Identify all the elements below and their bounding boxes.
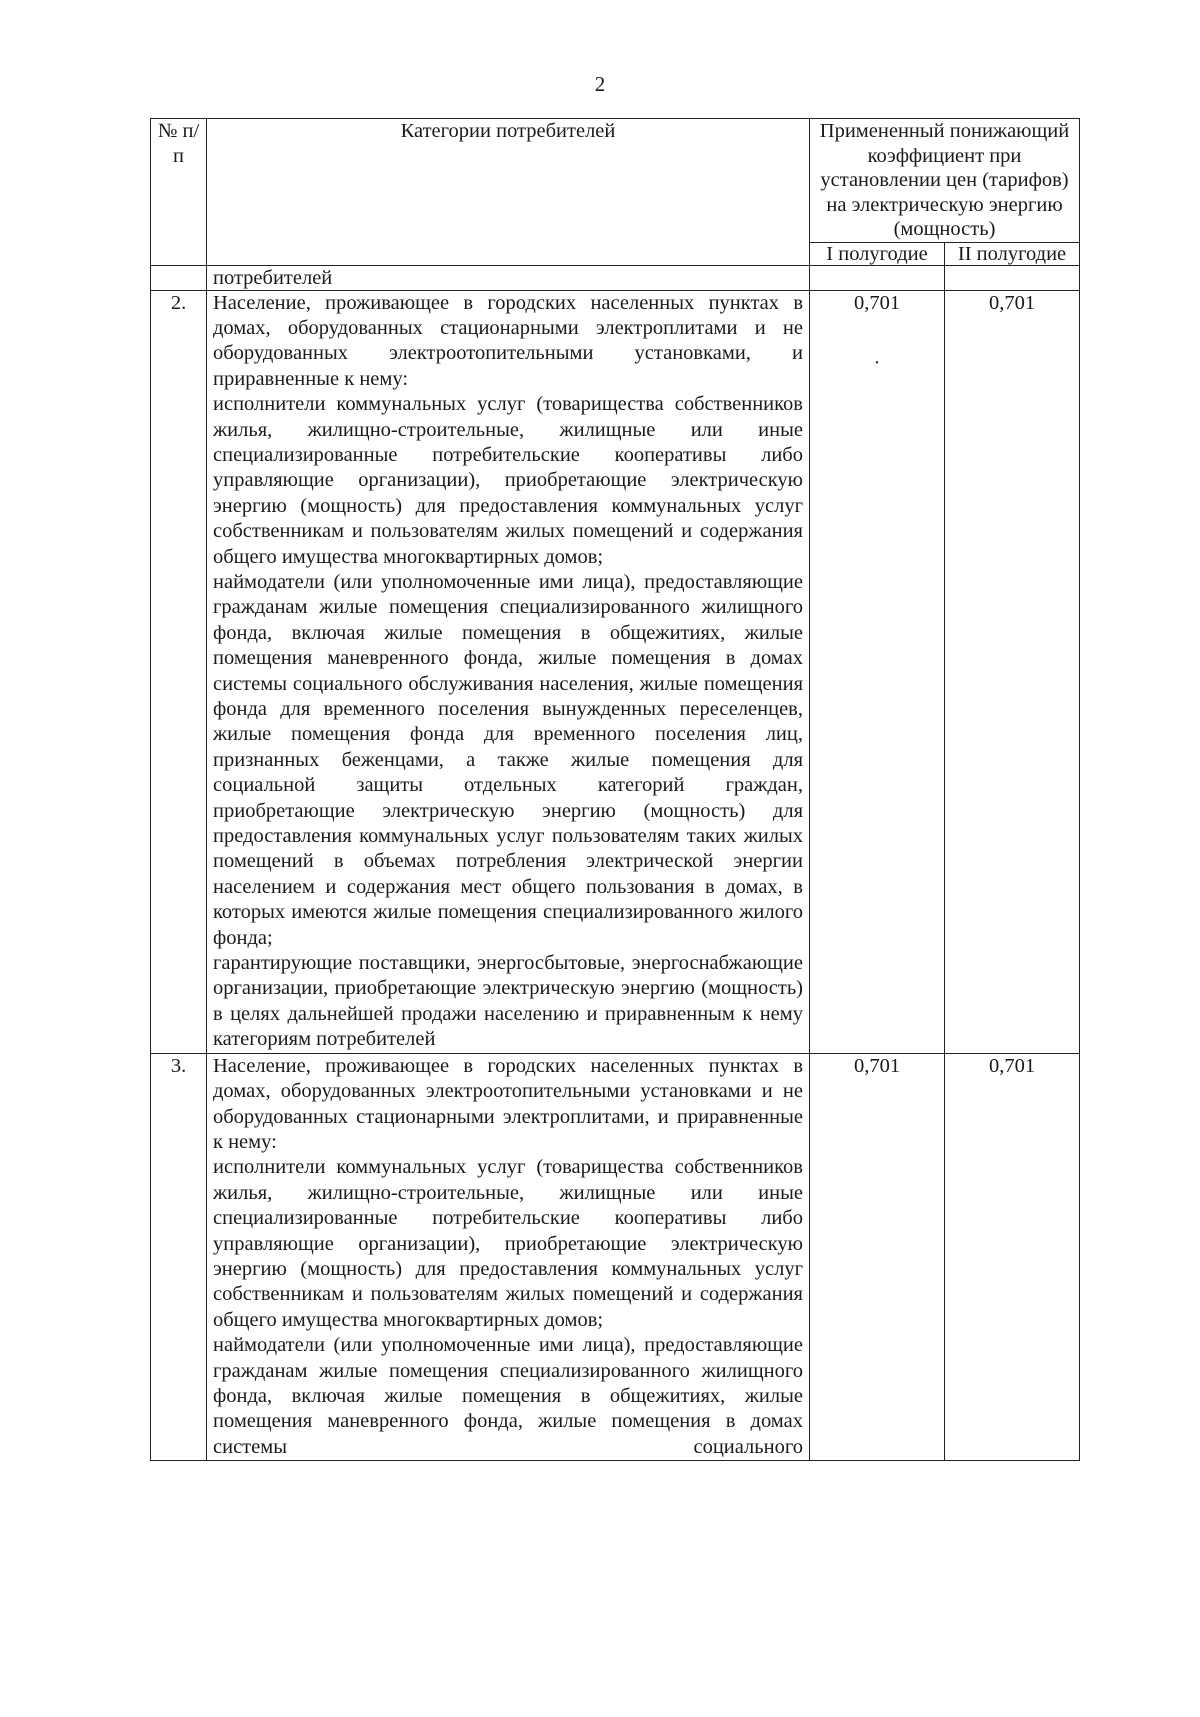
continuation-category-cell: потребителей [207, 265, 810, 290]
column-header-first-half: I полугодие [810, 242, 945, 265]
row-first-half-value: 0,701 [810, 1053, 945, 1461]
row-category-paragraph: гарантирующие поставщики, энергосбытовые, энергоснабжающие организации, приобретающие электрическую энергию (мощность) в целях дальнейшей продажи населению и приравненным к нему категориям потребителей [213, 952, 803, 1051]
continuation-first-half-cell [810, 265, 945, 290]
row-category-intro: Население, проживающее в городских населенных пунктах в домах, оборудованных стационарными электроплитами и не оборудованных электроотопительными установками, и приравненные к нему: [213, 291, 803, 390]
row-category-intro: Население, проживающее в городских населенных пунктах в домах, оборудованных электроотопительными установками и не оборудованных стационарными электроплитами, и приравненные к нему: [213, 1054, 803, 1153]
row-category-paragraph: исполнители коммунальных услуг (товарищества собственников жилья, жилищно-строительные, жилищные или иные специализированные потребительские кооперативы либо управляющие организации), приобретающие электрическую энергию (мощность) для предоставления коммунальных услуг собственникам и пользователям жилых помещений и содержания общего имущества многоквартирных домов; [213, 393, 803, 568]
column-header-category: Категории потребителей [207, 119, 810, 266]
table-header-row [151, 119, 1080, 243]
tariff-coefficient-table [150, 118, 1080, 1461]
scan-mark: · [873, 351, 881, 374]
row-category [207, 1053, 810, 1461]
table-row-continuation [151, 265, 1080, 290]
row-second-half-value: 0,701 [945, 1053, 1080, 1461]
table-row [151, 290, 1080, 1053]
table-row [151, 1053, 1080, 1461]
row-second-half-value: 0,701 [945, 290, 1080, 1053]
column-header-number: № п/п [151, 119, 207, 266]
continuation-number-cell [151, 265, 207, 290]
row-number: 2. [151, 290, 207, 1053]
continuation-second-half-cell [945, 265, 1080, 290]
first-half-value-text: 0,701 [853, 291, 901, 314]
column-header-second-half: II полугодие [945, 242, 1080, 265]
row-number: 3. [151, 1053, 207, 1461]
row-category [207, 290, 810, 1053]
row-first-half-value [810, 290, 945, 1053]
row-category-paragraph: исполнители коммунальных услуг (товарищества собственников жилья, жилищно-строительные, жилищные или иные специализированные потребительские кооперативы либо управляющие организации), приобретающие электрическую энергию (мощность) для предоставления коммунальных услуг собственникам и пользователям жилых помещений и содержания общего имущества многоквартирных домов; [213, 1156, 803, 1331]
page-number: 2 [594, 72, 606, 96]
row-category-paragraph: наймодатели (или уполномоченные ими лица), предоставляющие гражданам жилые помещения специализированного жилищного фонда, включая жилые помещения в общежитиях, жилые помещения маневренного фонда, жилые помещения в домах системы социального [213, 1334, 803, 1458]
column-header-coefficient: Примененный понижающий коэффициент при установлении цен (тарифов) на электрическую энергию (мощность) [810, 119, 1080, 243]
row-category-paragraph: наймодатели (или уполномоченные ими лица), предоставляющие гражданам жилые помещения специализированного жилищного фонда, включая жилые помещения в общежитиях, жилые помещения маневренного фонда, жилые помещения в домах системы социального обслуживания населения, жилые помещения фонда для временного поселения вынужденных переселенцев, жилые помещения фонда для временного поселения лиц, признанных беженцами, а также жилые помещения для социальной защиты отдельных категорий граждан, приобретающие электрическую энергию (мощность) для предоставления коммунальных услуг пользователям таких жилых помещений в объемах потребления электрической энергии населением и содержания мест общего пользования в домах, в которых имеются жилые помещения специализированного жилого фонда; [213, 570, 803, 949]
